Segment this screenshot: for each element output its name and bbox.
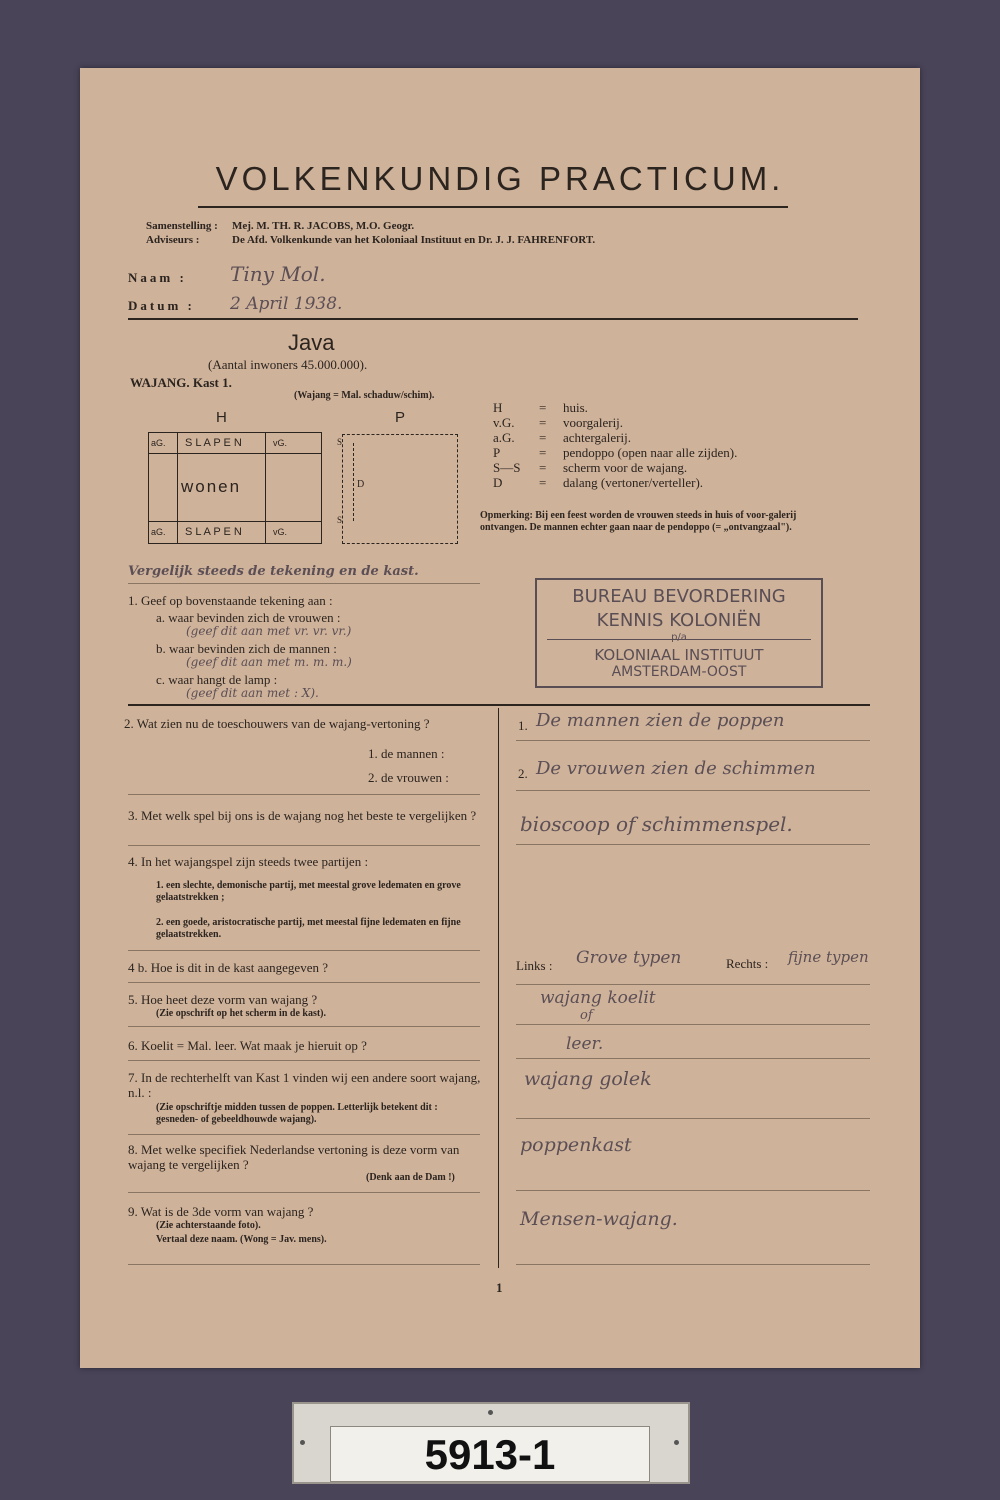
question-5-hint: (Zie opschrift op het scherm in de kast). <box>156 1008 326 1019</box>
plan-label-p: P <box>395 409 406 426</box>
divider <box>128 950 480 951</box>
question-6: 6. Koelit = Mal. leer. Wat maak je hieruit op ? <box>128 1038 367 1053</box>
divider <box>128 845 480 846</box>
plan-vg-top: vG. <box>273 438 288 448</box>
divider <box>516 1118 870 1119</box>
legend-key: D <box>493 475 503 490</box>
catalog-number: 5913-1 <box>424 1431 556 1478</box>
legend-key: a.G. <box>493 430 515 445</box>
legend: H = huis. v.G. = voorgalerij. a.G. = achtergalerij. P = pendoppo (open naar alle zijden). S—S = scherm voor de wajang. D = dalang (vertoner/verteller). <box>493 400 738 490</box>
answer-2-1-number: 1. <box>518 718 528 733</box>
naam-value: Tiny Mol. <box>230 262 326 286</box>
compare-heading: Vergelijk steeds de tekening en de kast. <box>128 564 419 579</box>
divider <box>128 794 480 795</box>
legend-value: achtergalerij. <box>563 430 631 445</box>
stamp-line5: AMSTERDAM-OOST <box>611 664 747 680</box>
question-4b: 4 b. Hoe is dit in de kast aangegeven ? <box>128 960 328 975</box>
divider <box>128 982 480 983</box>
document-title: VOLKENKUNDIG PRACTICUM. <box>215 160 785 197</box>
institute-stamp <box>535 578 823 688</box>
page-number: 1 <box>496 1280 503 1295</box>
question-9-hint1: (Zie achterstaande foto). <box>156 1220 261 1231</box>
legend-key: H <box>493 400 503 415</box>
opmerking: Opmerking: Bij een feest worden de vrouwen steeds in huis of voor-galerij ontvangen. De mannen echter gaan naar de pendoppo (= „ontvangzaal"). <box>480 510 797 533</box>
question-5: 5. Hoe heet deze vorm van wajang ? <box>128 992 318 1007</box>
question-1b-hint: (geef dit aan met m. m. m.) <box>186 655 352 669</box>
answer-2-2-number: 2. <box>518 766 528 781</box>
adviseurs-value: De Afd. Volkenkunde van het Koloniaal Instituut en Dr. J. J. FAHRENFORT. <box>232 234 596 246</box>
legend-value: dalang (vertoner/verteller). <box>563 475 704 490</box>
divider <box>128 704 870 706</box>
plan-vg-bottom: vG. <box>273 527 288 537</box>
wajang-note: (Wajang = Mal. schaduw/schim). <box>294 390 435 401</box>
question-9-hint2: Vertaal deze naam. (Wong = Jav. mens). <box>156 1234 327 1245</box>
plan-s-bottom: S <box>337 515 343 525</box>
question-1a-hint: (geef dit aan met vr. vr. vr.) <box>186 624 352 638</box>
title-underline <box>198 206 788 208</box>
answer-2-2: De vrouwen zien de schimmen <box>536 758 816 779</box>
question-1c: c. waar hangt de lamp : <box>156 672 278 687</box>
stamp-line3: p/a <box>671 632 687 643</box>
rechts-value: fijne typen <box>788 948 869 966</box>
question-4: 4. In het wajangspel zijn steeds twee partijen : <box>128 854 369 869</box>
plan-slapen-top: S L A P E N <box>185 437 242 449</box>
naam-label: Naam : <box>128 270 187 285</box>
question-2-2: 2. de vrouwen : <box>368 770 449 785</box>
divider <box>516 1264 870 1265</box>
legend-key: S—S <box>493 460 521 475</box>
datum-label: Datum : <box>128 298 195 313</box>
links-label: Links : <box>516 958 553 973</box>
divider <box>516 790 870 791</box>
question-9: 9. Wat is de 3de vorm van wajang ? <box>128 1204 314 1219</box>
legend-key: P <box>493 445 501 460</box>
divider <box>128 1134 480 1135</box>
plan-ag-bottom: aG. <box>151 527 166 537</box>
divider <box>516 844 870 845</box>
divider <box>516 1024 870 1025</box>
question-8: 8. Met welke specifiek Nederlandse vertoning is deze vorm van wajang te vergelijken ? <box>128 1142 460 1172</box>
question-4-1: 1. een slechte, demonische partij, met meestal grove ledematen en grove gelaatstrekken ; <box>156 880 461 903</box>
answer-6: leer. <box>566 1034 604 1054</box>
divider <box>516 740 870 741</box>
answer-8: poppenkast <box>520 1134 632 1156</box>
legend-value: scherm voor de wajang. <box>563 460 688 475</box>
plan-s-top: S <box>337 437 343 447</box>
divider <box>128 1060 480 1061</box>
answer-9: Mensen-wajang. <box>520 1208 678 1230</box>
question-1c-hint: (geef dit aan met : X). <box>186 686 319 700</box>
plan-ag-top: aG. <box>151 438 166 448</box>
question-1b: b. waar bevinden zich de mannen : <box>156 641 337 656</box>
question-4-2: 2. een goede, aristocratische partij, met meestal fijne ledematen en fijne gelaatstrekken. <box>156 917 461 940</box>
plan-slapen-bottom: S L A P E N <box>185 526 242 538</box>
answer-2-1: De mannen zien de poppen <box>536 710 785 731</box>
divider <box>128 583 480 584</box>
answer-5-or: of <box>580 1008 593 1023</box>
column-divider <box>498 708 499 1268</box>
plan-label-h: H <box>216 409 227 426</box>
question-2-1: 1. de mannen : <box>368 746 445 761</box>
samenstelling-label: Samenstelling : <box>146 220 218 232</box>
wajang-label: WAJANG. Kast 1. <box>130 375 232 390</box>
section-heading: Java <box>288 330 335 355</box>
plan-wonen: wonen <box>181 477 242 496</box>
question-7: 7. In de rechterhelft van Kast 1 vinden wij een andere soort wajang, n.l. : <box>128 1070 481 1100</box>
legend-value: voorgalerij. <box>563 415 624 430</box>
legend-key: v.G. <box>493 415 515 430</box>
divider <box>516 984 870 985</box>
stamp-line2: KENNIS KOLONIËN <box>596 610 762 631</box>
question-8-hint: (Denk aan de Dam !) <box>366 1172 455 1183</box>
stamp-line4: KOLONIAAL INSTITUUT <box>594 646 764 664</box>
legend-value: huis. <box>563 400 588 415</box>
pendoppo-plan <box>337 434 458 544</box>
house-plan <box>148 432 322 544</box>
divider <box>128 1026 480 1027</box>
answer-5: wajang koelit <box>540 988 656 1008</box>
adviseurs-label: Adviseurs : <box>146 234 200 246</box>
question-1a: a. waar bevinden zich de vrouwen : <box>156 610 341 625</box>
document-sheet <box>80 68 920 1368</box>
stamp-line1: BUREAU BEVORDERING <box>572 586 786 607</box>
header-divider <box>128 318 858 320</box>
answer-7: wajang golek <box>524 1068 652 1090</box>
question-3: 3. Met welk spel bij ons is de wajang nog het beste te vergelijken ? <box>128 808 477 823</box>
question-2: 2. Wat zien nu de toeschouwers van de wajang-vertoning ? <box>124 716 430 731</box>
rechts-label: Rechts : <box>726 956 769 971</box>
divider <box>128 1192 480 1193</box>
samenstelling-value: Mej. M. TH. R. JACOBS, M.O. Geogr. <box>232 220 415 232</box>
question-7-hint: (Zie opschriftje midden tussen de poppen. Letterlijk betekent dit : gesneden- of gebeeldhouwde wajang). <box>156 1102 438 1125</box>
plan-d: D <box>357 479 365 490</box>
links-value: Grove typen <box>576 948 682 968</box>
answer-3: bioscoop of schimmenspel. <box>520 812 793 836</box>
section-subheading: (Aantal inwoners 45.000.000). <box>208 357 368 372</box>
datum-value: 2 April 1938. <box>230 294 343 314</box>
divider <box>128 1264 480 1265</box>
divider <box>516 1058 870 1059</box>
question-1: 1. Geef op bovenstaande tekening aan : <box>128 593 333 608</box>
legend-value: pendoppo (open naar alle zijden). <box>563 445 738 460</box>
catalog-plate <box>292 1402 690 1484</box>
divider <box>516 1190 870 1191</box>
